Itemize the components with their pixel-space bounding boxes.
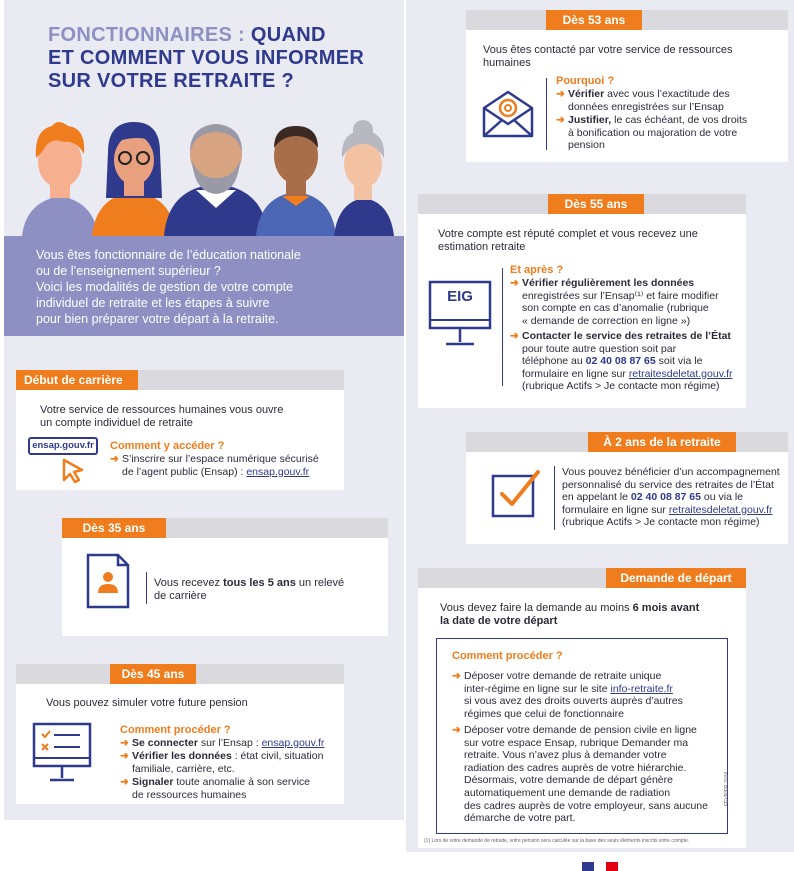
eig-label: EIG — [447, 288, 473, 305]
monitor-form-icon — [32, 722, 92, 786]
email-envelope-icon — [482, 88, 534, 138]
checkbox-check-icon — [490, 466, 544, 520]
people-illustration — [20, 112, 400, 236]
depart-bullet-2: ➜ Déposer votre demande de pension civile en ligne sur votre espace Ensap, rubrique Demander ma retraite. Vous n’avez plus à demander votre radiation des cadres auprès de votre hiérarchie. Désormais, votre demande de départ génère automatiquement une demande de radiation des cadres auprès de votre employeur, sans aucune démarche de votre part. — [452, 724, 708, 825]
s35-tag: Dès 35 ans — [62, 518, 166, 538]
person-glasses-icon — [92, 122, 176, 236]
s55-bullet-1: ➜ Vérifier régulièrement les données enregistrées sur l’Ensap⁽¹⁾ et faire modifier son compte en cas d’anomalie (rubrique « demande de correction en ligne ») — [510, 277, 719, 327]
debut-tag: Début de carrière — [16, 370, 138, 390]
s53-heading: Pourquoi ? — [556, 75, 615, 87]
depart-tag: Demande de départ — [606, 568, 746, 588]
page-title: FONCTIONNAIRES : QUAND ET COMMENT VOUS INFORMER SUR VOTRE RETRAITE ? — [48, 24, 365, 92]
debut-heading: Comment y accéder ? — [110, 440, 225, 452]
phone-number-2[interactable]: 02 40 08 87 65 — [630, 491, 701, 504]
date-stamp: FÉVRIER 2024 — [724, 771, 730, 806]
retraites-link-2[interactable]: retraitesdeletat.gouv.fr — [668, 503, 773, 516]
ensap-link[interactable]: ensap.gouv.fr — [246, 465, 310, 478]
s53-divider — [546, 78, 547, 150]
intro-text: Vous êtes fonctionnaire de l’éducation nationale ou de l’enseignement supérieur ? Voici les modalités de gestion de votre compte individuel de retraite et les étapes à suivre pour bien préparer votre départ à la retraite. — [36, 248, 301, 326]
phone-number[interactable]: 02 40 08 87 65 — [585, 355, 656, 368]
person-grey-hair-icon — [334, 120, 394, 236]
info-retraite-link[interactable]: info-retraite.fr — [610, 682, 673, 695]
s45-bullet-2: ➜ Vérifier les données : état civil, situation familiale, carrière, etc. — [120, 750, 324, 775]
depart-text: Vous devez faire la demande au moins 6 mois avant la date de votre départ — [440, 602, 700, 627]
french-flag-icon — [582, 862, 618, 871]
s53-text: Vous êtes contacté par votre service de ressources humaines — [483, 44, 733, 69]
s45-heading: Comment procéder ? — [120, 724, 231, 736]
s55-bullet-2: ➜ Contacter le service des retraites de l’État pour toute autre question soit par téléphone au 02 40 08 87 65 soit via le formulaire en ligne sur retraitesdeletat.gouv.fr (rubrique Actifs > Je contacte mon régime) — [510, 330, 733, 393]
s55-divider — [502, 268, 503, 386]
person-red-hair-icon — [22, 122, 98, 236]
debut-bullet-1: ➜ S’inscrire sur l’espace numérique sécurisé de l’agent public (Ensap) : ensap.gouv.fr — [110, 453, 319, 478]
document-person-icon — [86, 553, 130, 609]
s45-tag: Dès 45 ans — [110, 664, 196, 684]
depart-heading: Comment procéder ? — [452, 650, 563, 662]
s2ans-divider — [554, 466, 555, 530]
cursor-icon — [62, 458, 86, 484]
footnote: (1) Lors de votre demande de retraite, votre pension sera calculée sur la base des seuls éléments inscrits votre compte. — [424, 838, 690, 844]
person-beard-icon — [164, 124, 268, 236]
ensap-link-2[interactable]: ensap.gouv.fr — [261, 737, 325, 749]
s55-heading: Et après ? — [510, 264, 564, 276]
s35-text: Vous recevez tous les 5 ans un relevé de carrière — [154, 577, 345, 602]
retraites-link[interactable]: retraitesdeletat.gouv.fr — [628, 367, 733, 380]
debut-text: Votre service de ressources humaines vous ouvre un compte individuel de retraite — [40, 404, 284, 429]
s55-text: Votre compte est réputé complet et vous recevez une estimation retraite — [438, 228, 698, 253]
s55-tag: Dès 55 ans — [548, 194, 644, 214]
ensap-label: ensap.gouv.fr — [28, 437, 98, 455]
s45-bullet-1: ➜ Se connecter sur l’Ensap : ensap.gouv.fr — [120, 737, 325, 749]
s45-text: Vous pouvez simuler votre future pension — [46, 697, 248, 709]
s2ans-text: Vous pouvez bénéficier d’un accompagnement personnalisé du service des retraites de l’État en appelant le 02 40 08 87 65 ou via le formulaire en ligne sur retraitesdeletat.gouv.fr (rubrique Actifs > Je contacte mon régime) — [562, 466, 780, 529]
depart-bullet-1: ➜ Déposer votre demande de retraite unique inter-régime en ligne sur le site info-retraite.fr si vous avez des droits ouverts auprès d’autres régimes que celui de fonctionnaire — [452, 670, 683, 720]
s45-bullet-3: ➜ Signaler toute anomalie à son service de ressources humaines — [120, 776, 311, 801]
s2ans-tag: À 2 ans de la retraite — [588, 432, 736, 452]
s53-bullet-1: ➜ Vérifier avec vous l’exactitude des données enregistrées sur l’Ensap — [556, 88, 730, 113]
s35-divider — [146, 572, 147, 604]
person-man-icon — [256, 126, 336, 236]
s53-tag: Dès 53 ans — [546, 10, 642, 30]
s53-bullet-2: ➜ Justifier, le cas échéant, de vos droits à bonification ou majoration de votre pension — [556, 114, 748, 152]
